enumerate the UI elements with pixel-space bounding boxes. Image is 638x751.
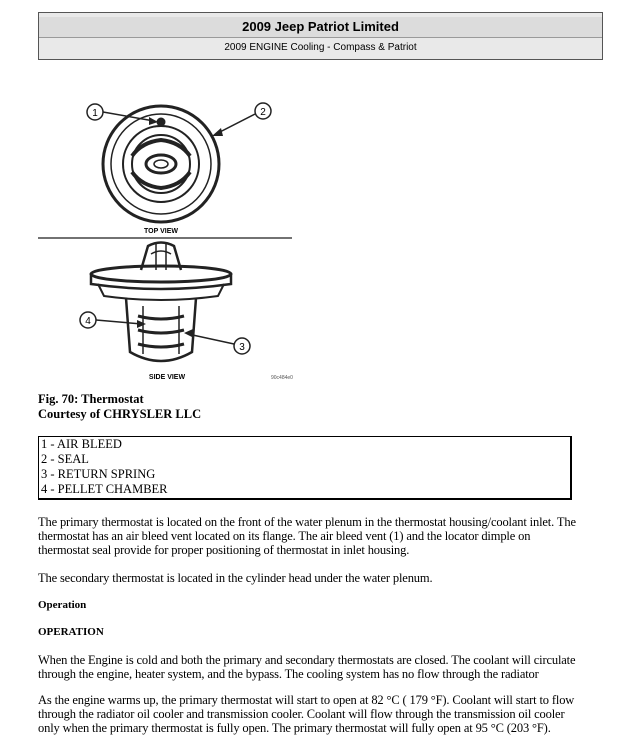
- paragraph-line: thermostat has an air bleed vent located on its flange. The air bleed vent (1) and the locator dimple on: [38, 529, 531, 543]
- section-heading-operation: Operation: [38, 599, 87, 611]
- legend-item-pellet-chamber: 4 - PELLET CHAMBER: [41, 482, 168, 496]
- callout-3-label: 3: [239, 342, 245, 353]
- paragraph-line: When the Engine is cold and both the primary and secondary thermostats are closed. The coolant will circulate: [38, 653, 576, 667]
- callout-2-label: 2: [260, 107, 266, 118]
- top-view-label: TOP VIEW: [144, 228, 178, 235]
- callout-4: [80, 312, 146, 328]
- top-view-drawing: [103, 106, 219, 222]
- header-subtitle: 2009 ENGINE Cooling - Compass & Patriot: [224, 42, 417, 53]
- paragraph-line: through the radiator oil cooler and transmission cooler. Coolant will flow through the transmission oil cooler: [38, 707, 565, 721]
- section-heading-operation-caps: OPERATION: [38, 626, 104, 638]
- legend-table: [38, 436, 572, 500]
- callout-4-label: 4: [85, 316, 91, 327]
- paragraph-warm-engine: [38, 693, 602, 735]
- side-view-drawing: [91, 243, 231, 362]
- figure-caption: [38, 392, 201, 422]
- paragraph-line: thermostat seal provide for proper positioning of thermostat in inlet housing.: [38, 543, 410, 557]
- callout-2: [212, 103, 271, 136]
- paragraph-primary-thermostat: [38, 515, 602, 557]
- legend-item-air-bleed: 1 - AIR BLEED: [41, 437, 122, 451]
- legend-item-return-spring: 3 - RETURN SPRING: [41, 467, 156, 481]
- paragraph-line: The primary thermostat is located on the front of the water plenum in the thermostat housing/coolant inlet. The: [38, 515, 576, 529]
- callout-1-label: 1: [92, 108, 98, 119]
- paragraph-secondary-thermostat: The secondary thermostat is located in the cylinder head under the water plenum.: [38, 571, 433, 585]
- header-title: 2009 Jeep Patriot Limited: [39, 17, 602, 38]
- side-view-label: SIDE VIEW: [148, 374, 186, 381]
- paragraph-line: As the engine warms up, the primary thermostat will start to open at 82 °C ( 179 °F). Coolant will start to flow: [38, 693, 575, 707]
- caption-credit: Courtesy of CHRYSLER LLC: [38, 407, 202, 421]
- thermostat-figure: [38, 84, 308, 390]
- paragraph-line: only when the primary thermostat is fully open. The primary thermostat will fully open at 95 °C (203 °F).: [38, 721, 551, 735]
- caption-title: Fig. 70: Thermostat: [38, 392, 144, 406]
- paragraph-cold-engine: [38, 653, 602, 681]
- legend-item-seal: 2 - SEAL: [41, 452, 89, 466]
- image-code: 90c484e0: [271, 375, 293, 381]
- page-header: [38, 12, 603, 60]
- paragraph-line: through the engine, heater system, and the bypass. The cooling system has no flow through the radiator: [38, 667, 539, 681]
